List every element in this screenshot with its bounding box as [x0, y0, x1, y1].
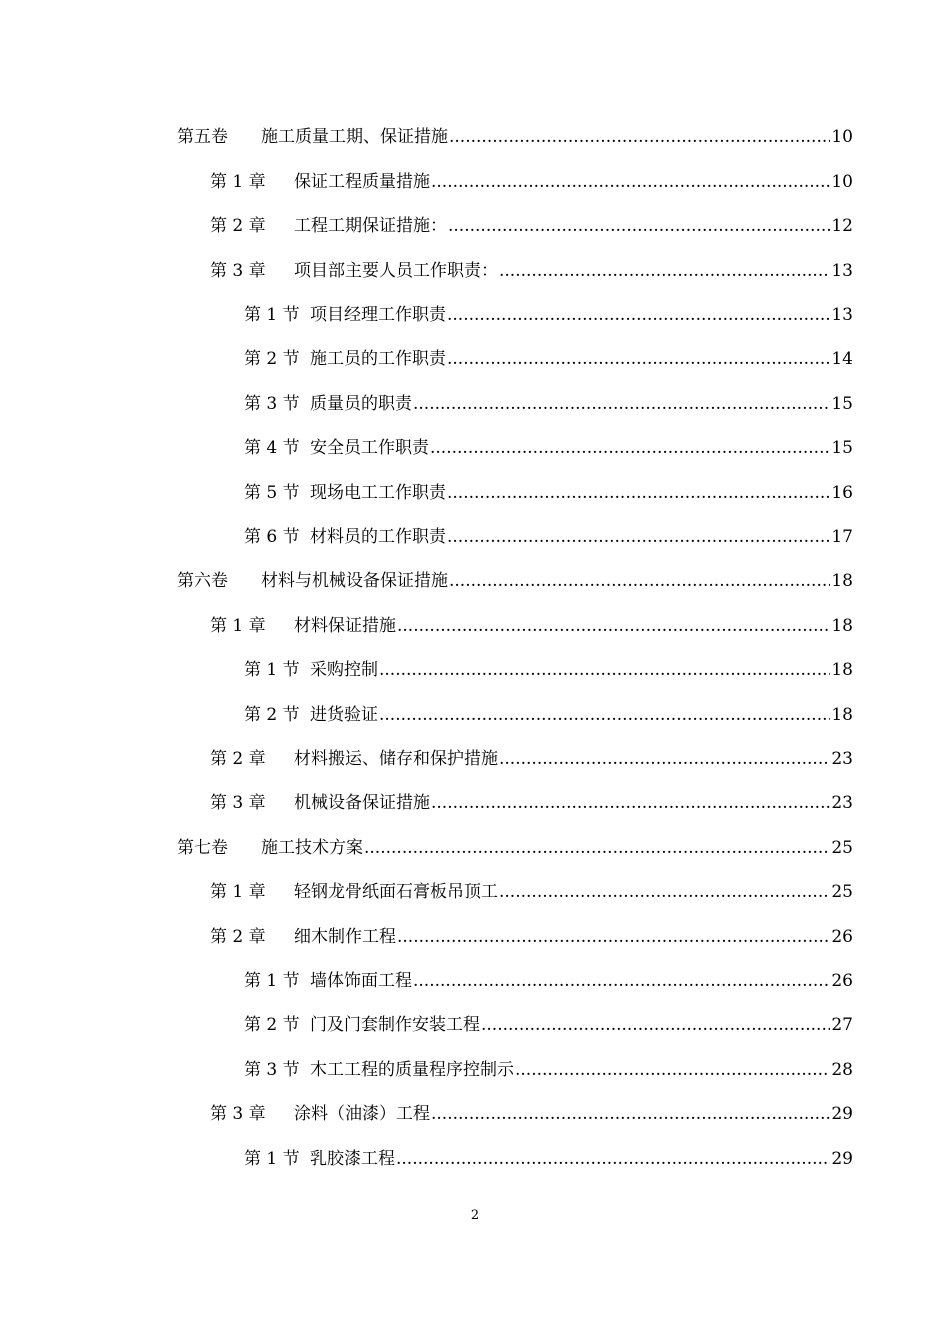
- toc-entry-number: 第 2 节: [244, 349, 300, 369]
- toc-entry-number: 第 2 章: [210, 749, 266, 769]
- toc-entry-page: 15: [831, 394, 853, 414]
- toc-entry-page: 15: [831, 438, 853, 458]
- toc-entry-title: 采购控制: [310, 660, 378, 680]
- toc-entry-title: 轻钢龙骨纸面石膏板吊顶工: [294, 882, 498, 902]
- toc-entry[interactable]: [244, 435, 853, 461]
- toc-entry-title: 乳胶漆工程: [310, 1149, 395, 1169]
- toc-dot-leader: [499, 258, 830, 284]
- toc-entry-number: 第 1 章: [210, 172, 266, 192]
- toc-entry-number: 第 1 节: [244, 305, 300, 325]
- toc-entry[interactable]: [210, 1101, 853, 1127]
- toc-dot-leader: [481, 1012, 830, 1038]
- toc-dot-leader: [515, 1057, 830, 1083]
- toc-entry-page: 25: [831, 882, 853, 902]
- toc-entry-title: 材料员的工作职责: [310, 527, 446, 547]
- toc-entry-title: 安全员工作职责: [310, 438, 429, 458]
- toc-dot-leader: [448, 213, 830, 239]
- toc-entry-number: 第 3 节: [244, 1060, 300, 1080]
- toc-entry-page: 16: [831, 483, 853, 503]
- toc-entry-number: 第 1 节: [244, 971, 300, 991]
- toc-dot-leader: [449, 124, 830, 150]
- toc-entry-page: 29: [831, 1104, 853, 1124]
- toc-entry-page: 18: [831, 571, 853, 591]
- toc-entry-title: 材料搬运、储存和保护措施: [294, 749, 498, 769]
- toc-entry-number: 第 1 章: [210, 616, 266, 636]
- toc-entry-page: 23: [831, 749, 853, 769]
- toc-entry-title: 施工质量工期、保证措施: [261, 127, 448, 147]
- toc-entry-page: 27: [831, 1015, 853, 1035]
- toc-entry-title: 施工员的工作职责: [310, 349, 446, 369]
- toc-entry[interactable]: [244, 302, 853, 328]
- toc-entry-title: 工程工期保证措施：: [294, 216, 447, 236]
- toc-entry-number: 第 6 节: [244, 527, 300, 547]
- toc-entry-number: 第 3 章: [210, 261, 266, 281]
- toc-entry[interactable]: [210, 746, 853, 772]
- toc-entry-title: 进货验证: [310, 705, 378, 725]
- toc-dot-leader: [431, 790, 830, 816]
- toc-entry-page: 23: [831, 793, 853, 813]
- toc-entry[interactable]: [244, 391, 853, 417]
- toc-entry[interactable]: [244, 1146, 853, 1172]
- toc-dot-leader: [430, 435, 830, 461]
- toc-entry[interactable]: [210, 258, 853, 284]
- toc-entry-title: 涂料（油漆）工程: [294, 1104, 430, 1124]
- toc-entry[interactable]: [210, 790, 853, 816]
- toc-entry-page: 25: [831, 838, 853, 858]
- toc-entry-number: 第 4 节: [244, 438, 300, 458]
- toc-dot-leader: [499, 746, 830, 772]
- toc-dot-leader: [379, 657, 830, 683]
- toc-entry[interactable]: [210, 879, 853, 905]
- toc-entry-title: 保证工程质量措施: [294, 172, 430, 192]
- toc-dot-leader: [413, 968, 830, 994]
- toc-entry[interactable]: [244, 657, 853, 683]
- toc-entry[interactable]: [244, 346, 853, 372]
- page-number-footer: 2: [470, 1208, 480, 1223]
- toc-entry-number: 第 2 节: [244, 705, 300, 725]
- toc-entry-title: 木工工程的质量程序控制示: [310, 1060, 514, 1080]
- toc-entry-number: 第七卷: [177, 838, 228, 858]
- toc-entry-page: 13: [831, 305, 853, 325]
- toc-entry[interactable]: [210, 613, 853, 639]
- toc-entry[interactable]: [244, 1057, 853, 1083]
- toc-entry-title: 细木制作工程: [294, 927, 396, 947]
- toc-entry-page: 10: [831, 172, 853, 192]
- toc-dot-leader: [397, 613, 830, 639]
- toc-entry-title: 墙体饰面工程: [310, 971, 412, 991]
- toc-entry-number: 第 1 节: [244, 660, 300, 680]
- toc-entry[interactable]: [244, 524, 853, 550]
- toc-entry-number: 第 2 章: [210, 216, 266, 236]
- toc-entry-page: 26: [831, 971, 853, 991]
- toc-entry[interactable]: [210, 924, 853, 950]
- toc-dot-leader: [431, 169, 830, 195]
- toc-entry[interactable]: [244, 968, 853, 994]
- toc-entry-title: 质量员的职责: [310, 394, 412, 414]
- toc-entry-title: 机械设备保证措施: [294, 793, 430, 813]
- toc-entry-number: 第 5 节: [244, 483, 300, 503]
- toc-entry-title: 材料与机械设备保证措施: [261, 571, 448, 591]
- toc-entry-page: 18: [831, 616, 853, 636]
- toc-entry[interactable]: [210, 213, 853, 239]
- toc-entry-page: 14: [831, 349, 853, 369]
- toc-entry[interactable]: [244, 702, 853, 728]
- toc-entry-title: 项目经理工作职责: [310, 305, 446, 325]
- toc-dot-leader: [447, 480, 830, 506]
- toc-entry[interactable]: [210, 169, 853, 195]
- toc-dot-leader: [396, 1146, 830, 1172]
- toc-entry-page: 13: [831, 261, 853, 281]
- toc-entry-number: 第 3 章: [210, 1104, 266, 1124]
- toc-dot-leader: [447, 346, 830, 372]
- toc-entry-number: 第五卷: [177, 127, 228, 147]
- toc-entry[interactable]: [177, 124, 853, 150]
- toc-entry-page: 10: [831, 127, 853, 147]
- toc-dot-leader: [431, 1101, 830, 1127]
- toc-entry-title: 现场电工工作职责: [310, 483, 446, 503]
- toc-entry-number: 第 2 章: [210, 927, 266, 947]
- toc-entry-page: 17: [831, 527, 853, 547]
- toc-entry-number: 第 2 节: [244, 1015, 300, 1035]
- toc-entry[interactable]: [177, 835, 853, 861]
- toc-dot-leader: [364, 835, 830, 861]
- toc-entry-number: 第 1 章: [210, 882, 266, 902]
- toc-dot-leader: [379, 702, 830, 728]
- toc-entry-page: 26: [831, 927, 853, 947]
- toc-entry[interactable]: [244, 1012, 853, 1038]
- toc-dot-leader: [413, 391, 830, 417]
- toc-entry[interactable]: [244, 480, 853, 506]
- toc-dot-leader: [449, 568, 830, 594]
- toc-entry-page: 18: [831, 705, 853, 725]
- toc-dot-leader: [447, 302, 830, 328]
- toc-dot-leader: [447, 524, 830, 550]
- toc-entry-page: 12: [831, 216, 853, 236]
- toc-entry-title: 门及门套制作安装工程: [310, 1015, 480, 1035]
- toc-entry-title: 施工技术方案: [261, 838, 363, 858]
- toc-entry[interactable]: [177, 568, 853, 594]
- toc-entry-page: 28: [831, 1060, 853, 1080]
- toc-entry-page: 29: [831, 1149, 853, 1169]
- toc-dot-leader: [499, 879, 830, 905]
- toc-entry-number: 第六卷: [177, 571, 228, 591]
- toc-entry-title: 项目部主要人员工作职责：: [294, 261, 498, 281]
- toc-entry-number: 第 3 章: [210, 793, 266, 813]
- toc-entry-page: 18: [831, 660, 853, 680]
- toc-entry-title: 材料保证措施: [294, 616, 396, 636]
- toc-entry-number: 第 1 节: [244, 1149, 300, 1169]
- toc-dot-leader: [397, 924, 830, 950]
- toc-entry-number: 第 3 节: [244, 394, 300, 414]
